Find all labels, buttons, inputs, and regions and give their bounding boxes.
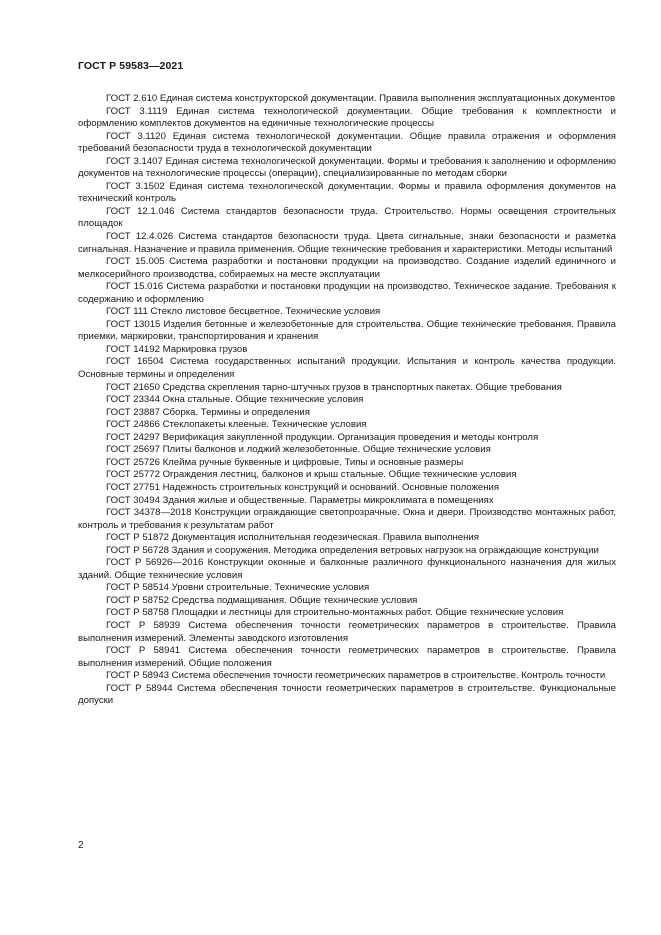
reference-item: ГОСТ 21650 Средства скрепления тарно-штучных грузов в транспортных пакетах. Общие требования: [106, 381, 562, 393]
reference-item: ГОСТ 24866 Стеклопакеты клееные. Технические условия: [106, 419, 367, 431]
reference-item: ГОСТ Р 58943 Система обеспечения точности геометрических параметров в строительстве. Контроль точности: [106, 670, 606, 682]
reference-item: ГОСТ Р 58939 Система обеспечения точности геометрических параметров в строительстве. Правила выполнения измерений. Элементы заводского изготовления: [78, 619, 616, 644]
reference-item: ГОСТ 14192 Маркировка грузов: [106, 343, 248, 355]
reference-item: ГОСТ 111 Стекло листовое бесцветное. Технические условия: [106, 306, 381, 318]
reference-item: ГОСТ 2.610 Единая система конструкторской документации. Правила выполнения эксплуатационных документов: [106, 93, 616, 104]
reference-item: ГОСТ 23344 Окна стальные. Общие технические условия: [106, 394, 364, 406]
reference-item: ГОСТ 15.016 Система разработки и постановки продукции на производство. Техническое задание. Требования к содержанию и оформлению: [78, 281, 616, 305]
reference-item: ГОСТ Р 58514 Уровни строительные. Технические условия: [106, 582, 370, 594]
reference-item: ГОСТ 23887 Сборка. Термины и определения: [106, 406, 310, 418]
reference-item: ГОСТ 16504 Система государственных испытаний продукции. Испытания и контроль качества продукции. Основные термины и определения: [78, 356, 616, 381]
reference-item: ГОСТ 34378—2018 Конструкции ограждающие светопрозрачные. Окна и двери. Производство монтажных работ, контроль и требования к результатам работ: [78, 507, 616, 531]
reference-item: ГОСТ Р 51872 Документация исполнительная геодезическая. Правила выполнения: [106, 532, 479, 544]
page-number: 2: [78, 840, 84, 851]
reference-item: ГОСТ 30494 Здания жилые и общественные. Параметры микроклимата в помещениях: [106, 494, 494, 506]
reference-item: ГОСТ 24297 Верификация закупленной продукции. Организация проведения и методы контроля: [106, 431, 539, 443]
reference-item: ГОСТ 3.1119 Единая система технологической документации. Общие требования к комплектности и оформлению комплектов документов на единичные технологические процессы: [78, 105, 616, 130]
reference-item: ГОСТ 3.1502 Единая система технологической документации. Формы и правила оформления документов на технический контроль: [78, 180, 616, 205]
reference-item: ГОСТ 12.1.046 Система стандартов безопасности труда. Строительство. Нормы освещения строительных площадок: [78, 205, 616, 230]
reference-item: ГОСТ 25726 Клейма ручные буквенные и цифровые. Типы и основные размеры: [106, 456, 464, 468]
reference-item: ГОСТ 12.4.026 Система стандартов безопасности труда. Цвета сигнальные, знаки безопасности и разметка сигнальная. Назначение и правила применения. Общие технические требования и характеристики. Методы испытаний: [78, 231, 616, 255]
reference-item: ГОСТ 3.1120 Единая система технологической документации. Общие правила отражения и оформления требований безопасности труда в технологической документации: [78, 130, 616, 155]
reference-item: ГОСТ 25772 Ограждения лестниц, балконов и крыш стальные. Общие технические условия: [106, 469, 517, 481]
document-header: ГОСТ Р 59583—2021: [78, 60, 184, 72]
reference-item: ГОСТ Р 58941 Система обеспечения точности геометрических параметров в строительстве. Правила выполнения измерений. Общие положения: [78, 645, 616, 669]
reference-item: ГОСТ 15.005 Система разработки и постановки продукции на производство. Создание изделий единичного и мелкосерийного производства, собираемых на месте эксплуатации: [78, 256, 616, 280]
reference-item: ГОСТ 13015 Изделия бетонные и железобетонные для строительства. Общие технические требования. Правила приемки, маркировки, транспортирования и хранения: [78, 318, 616, 343]
reference-list: [78, 93, 616, 708]
reference-item: ГОСТ 25697 Плиты балконов и лоджий железобетонные. Общие технические условия: [106, 444, 491, 456]
reference-item: ГОСТ Р 58944 Система обеспечения точности геометрических параметров в строительстве. Функциональные допуски: [78, 682, 616, 707]
reference-item: ГОСТ Р 56728 Здания и сооружения. Методика определения ветровых нагрузок на ограждающие конструкции: [106, 544, 599, 556]
reference-item: ГОСТ Р 58752 Средства подмащивания. Общие технические условия: [106, 594, 418, 606]
reference-item: ГОСТ 3.1407 Единая система технологической документации. Формы и требования к заполнению и оформлению документов на технологические процессы (операции), специализированные по методам сборки: [78, 155, 616, 180]
reference-item: ГОСТ Р 56926—2016 Конструкции оконные и балконные различного функционального назначения для жилых зданий. Общие технические условия: [78, 557, 616, 581]
reference-item: ГОСТ Р 58758 Площадки и лестницы для строительно-монтажных работ. Общие технические условия: [106, 607, 564, 619]
reference-item: ГОСТ 27751 Надежность строительных конструкций и оснований. Основные положения: [106, 481, 500, 493]
